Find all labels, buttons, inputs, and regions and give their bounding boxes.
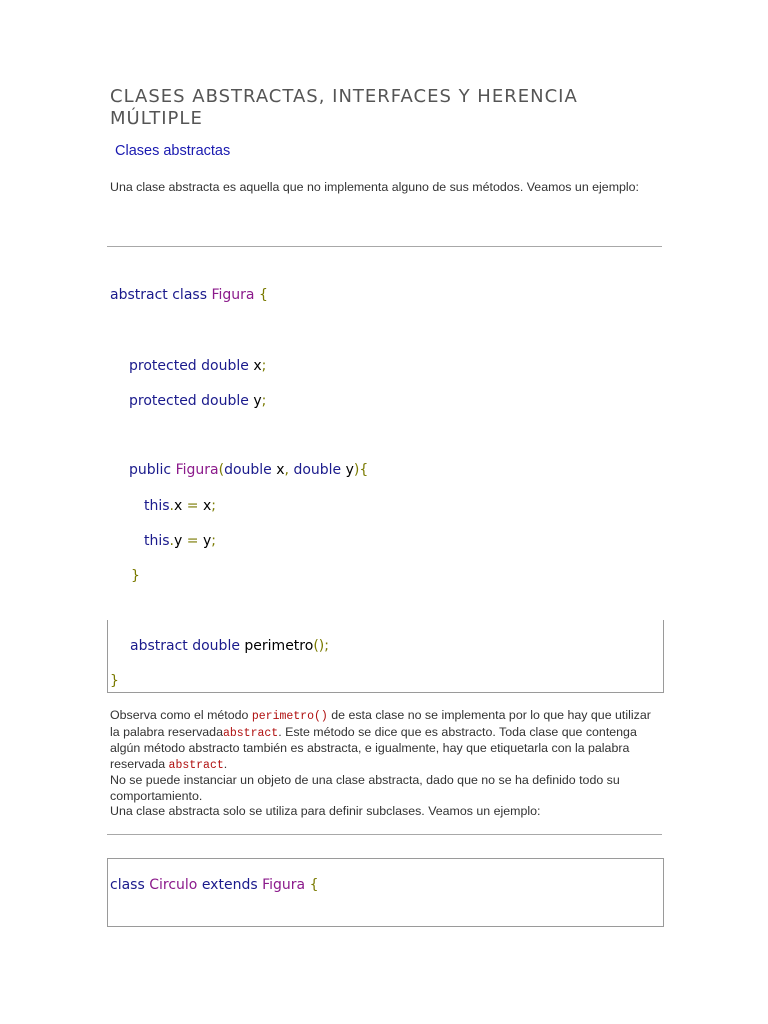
- code-punct: ){: [353, 462, 369, 478]
- code-punct: ;: [211, 498, 216, 514]
- code-identifier: x: [202, 498, 212, 514]
- page-title: CLASES ABSTRACTAS, INTERFACES Y HERENCIA MÚLTIPLE: [110, 86, 578, 129]
- code-punct: ,: [284, 462, 289, 478]
- code-line: [129, 357, 266, 375]
- inline-code: abstract: [222, 726, 279, 740]
- code-line: [144, 532, 216, 550]
- explanation-paragraph: [110, 708, 655, 820]
- text-run: Observa como el método: [110, 708, 252, 722]
- code-punct: =: [186, 533, 199, 549]
- code-keyword: protected: [129, 393, 197, 409]
- code-line: [110, 672, 119, 690]
- code-identifier: y: [174, 533, 183, 549]
- code-punct: }: [110, 673, 119, 689]
- code-identifier: x: [174, 498, 183, 514]
- code-punct: (: [218, 462, 225, 478]
- code-line: [131, 567, 140, 585]
- intro-paragraph: Una clase abstracta es aquella que no implementa alguno de sus métodos. Veamos un ejemplo:: [110, 180, 639, 194]
- code-keyword: public: [129, 462, 172, 478]
- code-keyword: double: [201, 393, 249, 409]
- text-run: Una clase abstracta solo se utiliza para definir subclases. Veamos un ejemplo:: [110, 804, 541, 818]
- text-run: No se puede instanciar un objeto de una clase abstracta, dado que no se ha definido todo su comportamiento.: [110, 773, 620, 803]
- divider: [107, 834, 662, 835]
- code-identifier: x: [276, 462, 285, 478]
- code-punct: .: [169, 533, 174, 549]
- code-keyword: abstract: [110, 287, 168, 303]
- code-punct: ;: [261, 393, 267, 409]
- code-keyword: double: [201, 358, 249, 374]
- inline-code: perimetro(): [251, 710, 328, 723]
- code-keyword: class: [172, 287, 207, 303]
- code-keyword: protected: [129, 358, 197, 374]
- code-class-name: Figura: [175, 462, 219, 478]
- code-keyword: extends: [201, 877, 258, 893]
- code-keyword: class: [110, 877, 145, 893]
- code-punct: ;: [211, 533, 216, 549]
- code-identifier: perimetro: [244, 638, 314, 654]
- divider: [107, 246, 662, 247]
- code-punct: .: [169, 498, 174, 514]
- code-keyword: double: [192, 638, 240, 654]
- code-punct: =: [186, 498, 199, 514]
- code-class-name: Figura: [262, 877, 306, 893]
- code-identifier: y: [253, 393, 262, 409]
- code-keyword: this: [144, 533, 170, 549]
- section-heading: Clases abstractas: [115, 143, 231, 159]
- code-line: [110, 286, 268, 304]
- code-keyword: double: [293, 462, 342, 478]
- code-punct: }: [131, 568, 140, 584]
- code-identifier: x: [253, 358, 262, 374]
- code-identifier: y: [345, 462, 354, 478]
- code-line: [129, 461, 368, 479]
- code-class-name: Figura: [211, 287, 255, 303]
- code-punct: {: [258, 287, 268, 303]
- code-block-frame: [107, 620, 664, 693]
- code-line: [110, 876, 318, 894]
- code-line: [144, 497, 216, 515]
- code-keyword: double: [224, 462, 272, 478]
- text-run: . Este método se dice que es abstracto. Toda clase que contenga algún método abstracto también es abstracta, e igualmente, hay que etiquetarla con la palabra reservada: [110, 724, 637, 771]
- code-class-name: Circulo: [149, 877, 198, 893]
- code-line: [130, 637, 329, 655]
- code-punct: {: [309, 877, 319, 893]
- code-keyword: abstract: [130, 638, 188, 654]
- code-identifier: y: [202, 533, 212, 549]
- code-punct: ;: [261, 358, 267, 374]
- code-line: [129, 392, 266, 410]
- text-run: .: [223, 756, 228, 771]
- inline-code: abstract: [168, 758, 224, 772]
- code-keyword: this: [144, 498, 170, 514]
- code-punct: ();: [313, 638, 329, 654]
- text-run: de esta clase no se implementa por lo que hay que utilizar la palabra reservada: [110, 708, 651, 739]
